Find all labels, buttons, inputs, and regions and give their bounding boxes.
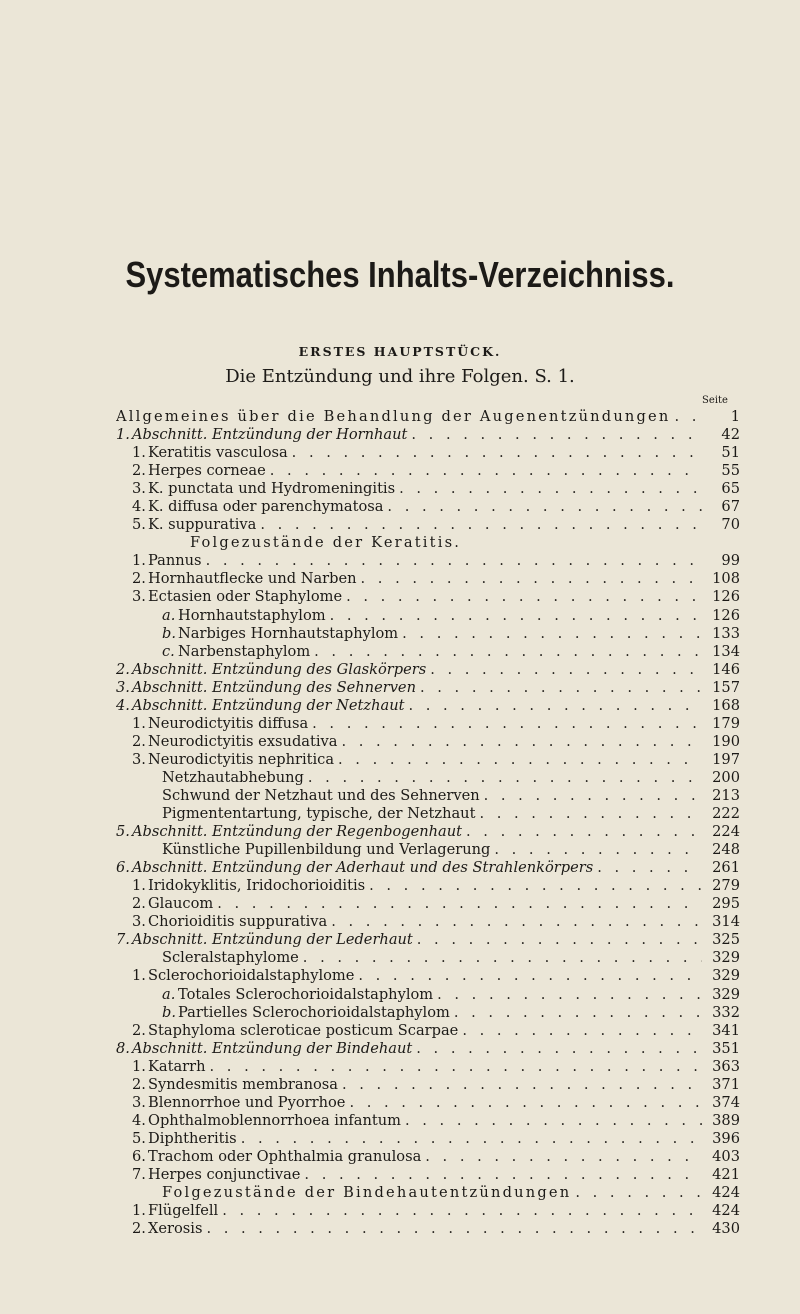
toc-entry-title: Iridokyklitis, Iridochorioiditis <box>148 877 366 895</box>
toc-entry-page: 403 <box>712 1147 740 1165</box>
dot-leader <box>292 444 702 462</box>
toc-entry-title: Neurodictyitis exsudativa <box>148 732 338 750</box>
toc-entry-page: 157 <box>712 678 740 696</box>
toc-entry-page: 341 <box>712 1021 740 1039</box>
toc-entry-number: 3. <box>132 480 146 498</box>
toc-entry <box>116 607 740 625</box>
dot-leader <box>331 913 702 931</box>
toc-entry-number: 1. <box>132 1202 146 1220</box>
dot-leader <box>330 607 702 625</box>
dot-leader <box>575 1184 702 1202</box>
toc-entry <box>116 679 740 697</box>
toc-entry-number: a. <box>162 606 176 624</box>
toc-entry-page: 42 <box>721 426 740 444</box>
toc-entry <box>116 1184 740 1202</box>
toc-entry-title: Narbiges Hornhautstaphylom <box>178 624 399 642</box>
toc-entry-page: 133 <box>712 624 740 642</box>
toc-entry-page: 126 <box>712 588 740 606</box>
toc-entry-title: Katarrh <box>148 1057 206 1075</box>
toc-entry <box>116 967 740 985</box>
toc-entry <box>116 1220 740 1238</box>
toc-entry-page: 65 <box>721 480 740 498</box>
toc-entry-number: b. <box>162 624 176 642</box>
toc-entry-title: Xerosis <box>148 1220 203 1238</box>
dot-leader <box>346 588 702 606</box>
toc-entry-page: 430 <box>712 1220 740 1238</box>
toc-entry-page: 70 <box>721 516 740 534</box>
toc-entry-number: 5. <box>116 823 130 841</box>
toc-entry-title: Glaucom <box>148 895 214 913</box>
toc-entry-number: 3. <box>132 750 146 768</box>
toc-entry-page: 67 <box>721 498 740 516</box>
toc-entry-page: 200 <box>712 768 740 786</box>
dot-leader <box>361 570 702 588</box>
toc-entry-title: Neurodictyitis diffusa <box>148 714 309 732</box>
toc-entry-title: Trachom oder Ophthalmia granulosa <box>148 1147 422 1165</box>
toc-entry-number: 5. <box>132 1129 146 1147</box>
toc-entry <box>116 1040 740 1058</box>
toc-entry-title: Netzhautabhebung <box>162 768 304 786</box>
toc-entry-number: 4. <box>132 498 146 516</box>
toc-entry-number: 2. <box>132 462 146 480</box>
toc-entry-page: 146 <box>712 660 740 678</box>
dot-leader <box>260 516 702 534</box>
dot-leader <box>466 823 702 841</box>
dot-leader <box>494 841 702 859</box>
toc-entry-page: 329 <box>712 985 740 1003</box>
dot-leader <box>312 715 702 733</box>
toc-entry-title: Abschnitt. Entzündung der Lederhaut <box>132 931 413 949</box>
toc-entry-page: 295 <box>712 895 740 913</box>
toc-entry-page: 421 <box>712 1165 740 1183</box>
toc-entry-title: Narbenstaphylom <box>178 642 311 660</box>
toc-entry-page: 351 <box>712 1039 740 1057</box>
toc-entry-title: K. suppurativa <box>148 516 257 534</box>
toc-entry <box>116 697 740 715</box>
toc-entry <box>116 408 740 426</box>
toc-entry-number: 3. <box>132 1093 146 1111</box>
toc-entry-title: Sclerochorioidalstaphylome <box>148 967 355 985</box>
toc-entry-number: 2. <box>132 1075 146 1093</box>
dot-leader <box>338 751 702 769</box>
toc-entry-number: 6. <box>132 1147 146 1165</box>
toc-entry-page: 179 <box>712 714 740 732</box>
toc-entry-number: 4. <box>132 1111 146 1129</box>
toc-entry-page: 1 <box>730 408 740 425</box>
toc-entry-number: 8. <box>116 1039 130 1057</box>
dot-leader <box>479 805 702 823</box>
toc-entry-title: Abschnitt. Entzündung der Netzhaut <box>132 696 405 714</box>
toc-entry-number: 2. <box>132 895 146 913</box>
toc-entry-page: 329 <box>712 967 740 985</box>
toc-entry <box>116 715 740 733</box>
dot-leader <box>369 877 702 895</box>
toc-entry-title: Abschnitt. Entzündung der Aderhaut und des Strahlenkörpers <box>132 859 594 877</box>
toc-entry-page: 332 <box>712 1003 740 1021</box>
dot-leader <box>358 967 702 985</box>
toc-entry-title: Abschnitt. Entzündung des Glaskörpers <box>132 660 427 678</box>
toc-entry <box>116 1058 740 1076</box>
toc-entry-title: Hornhautflecke und Narben <box>148 570 357 588</box>
toc-entry <box>116 913 740 931</box>
toc-entry-page: 325 <box>712 931 740 949</box>
toc-entry-page: 329 <box>712 949 740 967</box>
dot-leader <box>341 733 702 751</box>
toc-entry-title: Hornhautstaphylom <box>178 606 326 624</box>
toc-entry-title: Abschnitt. Entzündung der Hornhaut <box>132 426 408 444</box>
toc-entry-number: 2. <box>132 1021 146 1039</box>
toc-entry-title: Abschnitt. Entzündung der Bindehaut <box>132 1039 413 1057</box>
toc-entry-title: Ophthalmoblennorrhoea infantum <box>148 1111 401 1129</box>
toc-entry <box>116 895 740 913</box>
toc-entry-number: 1. <box>132 714 146 732</box>
toc-entry <box>116 1076 740 1094</box>
toc-entry-page: 190 <box>712 732 740 750</box>
toc-entry-number: a. <box>162 985 176 1003</box>
toc-entry-page: 108 <box>712 570 740 588</box>
dot-leader <box>304 1166 702 1184</box>
toc-entry <box>116 426 740 444</box>
toc-entry-number: 6. <box>116 859 130 877</box>
toc-entry-number: 3. <box>132 913 146 931</box>
toc-entry <box>116 751 740 769</box>
toc-entry <box>116 534 740 552</box>
dot-leader <box>349 1094 702 1112</box>
toc-entry-page: 134 <box>712 642 740 660</box>
toc-entry-title: Abschnitt. Entzündung der Regenbogenhaut <box>132 823 463 841</box>
toc-entry-number: 1. <box>132 877 146 895</box>
toc-entry <box>116 1022 740 1040</box>
toc-entry <box>116 1130 740 1148</box>
toc-entry <box>116 552 740 570</box>
toc-entry <box>116 859 740 877</box>
toc-entry <box>116 1112 740 1130</box>
dot-leader <box>484 787 702 805</box>
toc-entry-number: 4. <box>116 696 130 714</box>
toc-entry <box>116 625 740 643</box>
toc-entry <box>116 643 740 661</box>
toc-entry-title: Herpes corneae <box>148 462 266 480</box>
toc-entry-page: 424 <box>712 1184 740 1202</box>
toc-entry-page: 363 <box>712 1057 740 1075</box>
dot-leader <box>437 986 702 1004</box>
page-title: Systematisches Inhalts-Verzeichniss. <box>125 254 675 295</box>
toc-entry-page: 314 <box>712 913 740 931</box>
toc-entry <box>116 516 740 534</box>
table-of-contents <box>116 408 740 1238</box>
toc-entry-number: 1. <box>132 1057 146 1075</box>
toc-entry-page: 51 <box>721 444 740 462</box>
toc-entry <box>116 805 740 823</box>
toc-entry-page: 396 <box>712 1129 740 1147</box>
dot-leader <box>405 1112 702 1130</box>
toc-entry-number: 1. <box>116 426 130 444</box>
dot-leader <box>417 931 702 949</box>
dot-leader <box>416 1040 702 1058</box>
toc-entry-title: Pigmententartung, typische, der Netzhaut <box>162 805 476 823</box>
toc-entry-page: 261 <box>712 859 740 877</box>
toc-entry-title: Partielles Sclerochorioidalstaphylom <box>178 1003 450 1021</box>
toc-entry-title: Pannus <box>148 552 202 570</box>
toc-entry-page: 213 <box>712 786 740 804</box>
toc-entry-page: 126 <box>712 606 740 624</box>
toc-entry <box>116 588 740 606</box>
toc-entry-title: Syndesmitis membranosa <box>148 1075 338 1093</box>
dot-leader <box>597 859 702 877</box>
toc-entry-title: Scleralstaphylome <box>162 949 299 967</box>
toc-entry-page: 222 <box>712 805 740 823</box>
toc-entry-page: 279 <box>712 877 740 895</box>
toc-entry-title: Ectasien oder Staphylome <box>148 588 343 606</box>
dot-leader <box>430 661 702 679</box>
dot-leader <box>308 769 702 787</box>
toc-entry-number: 7. <box>116 931 130 949</box>
toc-entry-title: Künstliche Pupillenbildung und Verlagerung <box>162 841 491 859</box>
toc-entry <box>116 841 740 859</box>
toc-entry-number: 7. <box>132 1165 146 1183</box>
toc-entry <box>116 1148 740 1166</box>
toc-entry-page: 55 <box>721 462 740 480</box>
toc-entry <box>116 769 740 787</box>
dot-leader <box>270 462 702 480</box>
toc-entry-title: Totales Sclerochorioidalstaphylom <box>178 985 434 1003</box>
toc-entry <box>116 480 740 498</box>
toc-entry <box>116 498 740 516</box>
toc-entry-number: 2. <box>132 732 146 750</box>
toc-entry-page: 224 <box>712 823 740 841</box>
toc-entry-number: b. <box>162 1003 176 1021</box>
toc-entry-number: 2. <box>132 1220 146 1238</box>
toc-entry-title: Abschnitt. Entzündung des Sehnerven <box>132 678 416 696</box>
toc-entry-title: K. punctata und Hydromeningitis <box>148 480 396 498</box>
toc-entry-title: Folgezustände der Bindehautentzündungen <box>162 1184 572 1202</box>
dot-leader <box>217 895 702 913</box>
toc-entry-title: Folgezustände der Keratitis. <box>190 534 462 552</box>
toc-entry <box>116 1166 740 1184</box>
toc-entry-title: Keratitis vasculosa <box>148 444 288 462</box>
toc-entry-page: 424 <box>712 1202 740 1220</box>
toc-entry-title: Schwund der Netzhaut und des Sehnerven <box>162 786 480 804</box>
dot-leader <box>675 408 703 426</box>
toc-entry-title: K. diffusa oder parenchymatosa <box>148 498 384 516</box>
dot-leader <box>420 679 702 697</box>
toc-entry-number: 2. <box>116 660 130 678</box>
toc-entry-title: Neurodictyitis nephritica <box>148 750 335 768</box>
toc-entry-title: Flügelfell <box>148 1202 219 1220</box>
toc-entry-page: 197 <box>712 750 740 768</box>
toc-entry <box>116 931 740 949</box>
toc-entry-title: Staphyloma scleroticae posticum Scarpae <box>148 1021 459 1039</box>
toc-entry <box>116 823 740 841</box>
toc-entry-title: Chorioiditis suppurativa <box>148 913 328 931</box>
toc-entry-number: 1. <box>132 444 146 462</box>
dot-leader <box>402 625 702 643</box>
dot-leader <box>408 697 702 715</box>
toc-entry-page: 374 <box>712 1093 740 1111</box>
toc-entry <box>116 986 740 1004</box>
toc-entry-number: 3. <box>132 588 146 606</box>
dot-leader <box>342 1076 702 1094</box>
toc-entry <box>116 949 740 967</box>
dot-leader <box>314 643 702 661</box>
toc-entry <box>116 444 740 462</box>
toc-entry-number: 2. <box>132 570 146 588</box>
toc-entry-number: 3. <box>116 678 130 696</box>
dot-leader <box>241 1130 702 1148</box>
toc-entry <box>116 1094 740 1112</box>
dot-leader <box>210 1058 702 1076</box>
dot-leader <box>387 498 702 516</box>
dot-leader <box>206 552 702 570</box>
dot-leader <box>206 1220 702 1238</box>
chapter-subtitle: Die Entzündung und ihre Folgen. S. 1. <box>225 366 575 387</box>
toc-entry-page: 168 <box>712 696 740 714</box>
toc-entry-page: 99 <box>721 552 740 570</box>
toc-entry-page: 371 <box>712 1075 740 1093</box>
toc-entry <box>116 462 740 480</box>
dot-leader <box>411 426 702 444</box>
toc-entry-number: 5. <box>132 516 146 534</box>
toc-entry-title: Blennorrhoe und Pyorrhoe <box>148 1093 346 1111</box>
dot-leader <box>399 480 702 498</box>
toc-entry <box>116 787 740 805</box>
toc-entry-number: 1. <box>132 967 146 985</box>
dot-leader <box>454 1004 702 1022</box>
toc-entry-page: 389 <box>712 1111 740 1129</box>
toc-entry <box>116 1202 740 1220</box>
page-column-label: Seite <box>702 395 728 406</box>
dot-leader <box>303 949 702 967</box>
toc-entry-title: Allgemeines über die Behandlung der Augenentzündungen <box>116 408 671 425</box>
toc-entry-title: Diphtheritis <box>148 1129 237 1147</box>
toc-entry <box>116 570 740 588</box>
toc-entry <box>116 733 740 751</box>
chapter-heading: ERSTES HAUPTSTÜCK. <box>298 344 502 359</box>
toc-entry-number: c. <box>162 642 175 660</box>
dot-leader <box>425 1148 702 1166</box>
toc-entry <box>116 1004 740 1022</box>
toc-entry <box>116 877 740 895</box>
toc-entry-page: 248 <box>712 841 740 859</box>
dot-leader <box>462 1022 702 1040</box>
toc-entry-title: Herpes conjunctivae <box>148 1165 301 1183</box>
dot-leader <box>222 1202 702 1220</box>
toc-entry-number: 1. <box>132 552 146 570</box>
toc-entry <box>116 661 740 679</box>
